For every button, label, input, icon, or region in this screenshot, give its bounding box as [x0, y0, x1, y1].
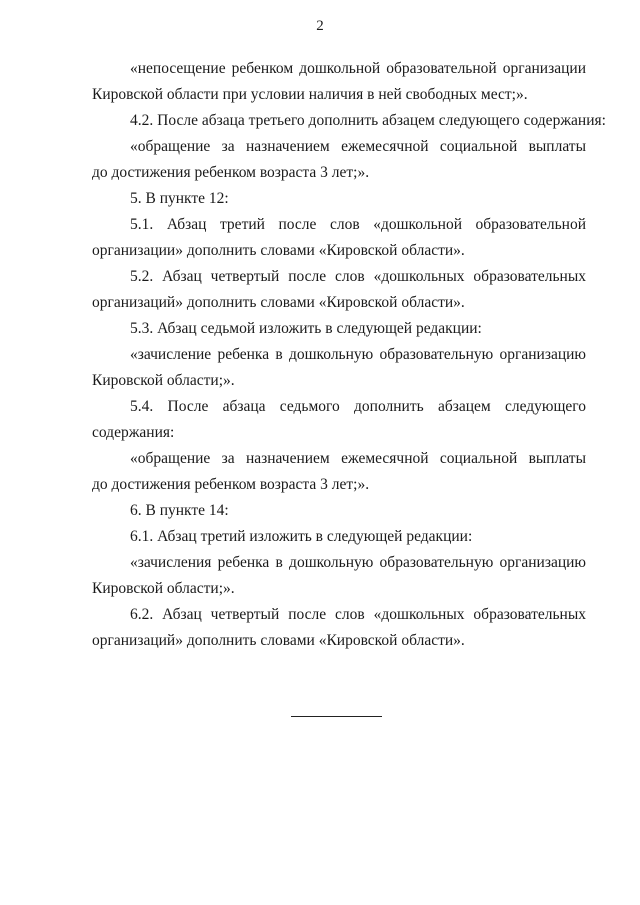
- text-line: до достижения ребенком возраста 3 лет;».: [92, 476, 370, 493]
- text-line: Кировской области;».: [92, 580, 235, 597]
- text-line: 5.4. После абзаца седьмого дополнить абзацем следующего: [130, 398, 586, 415]
- text-line: организаций» дополнить словами «Кировской области».: [92, 294, 465, 311]
- text-line: «зачисление ребенка в дошкольную образовательную организацию: [130, 346, 586, 363]
- text-line: 5.2. Абзац четвертый после слов «дошкольных образовательных: [130, 268, 586, 285]
- text-line: 4.2. После абзаца третьего дополнить абзацем следующего содержания:: [130, 112, 606, 129]
- end-separator-line: [291, 716, 382, 717]
- text-line: организаций» дополнить словами «Кировской области».: [92, 632, 465, 649]
- text-line: содержания:: [92, 424, 175, 441]
- text-line: 5.1. Абзац третий после слов «дошкольной образовательной: [130, 216, 586, 233]
- text-line: Кировской области;».: [92, 372, 235, 389]
- text-line: «обращение за назначением ежемесячной социальной выплаты: [130, 450, 586, 467]
- text-line: организации» дополнить словами «Кировской области».: [92, 242, 465, 259]
- text-line: «непосещение ребенком дошкольной образовательной организации: [130, 60, 586, 77]
- text-line: 6. В пункте 14:: [130, 502, 229, 519]
- text-line: Кировской области при условии наличия в ней свободных мест;».: [92, 86, 528, 103]
- text-line: до достижения ребенком возраста 3 лет;».: [92, 164, 370, 181]
- text-line: 5. В пункте 12:: [130, 190, 229, 207]
- page-number: 2: [316, 18, 324, 34]
- text-line: 6.2. Абзац четвертый после слов «дошкольных образовательных: [130, 606, 586, 623]
- text-line: 5.3. Абзац седьмой изложить в следующей редакции:: [130, 320, 482, 337]
- text-line: «обращение за назначением ежемесячной социальной выплаты: [130, 138, 586, 155]
- text-line: «зачисления ребенка в дошкольную образовательную организацию: [130, 554, 586, 571]
- text-line: 6.1. Абзац третий изложить в следующей редакции:: [130, 528, 473, 545]
